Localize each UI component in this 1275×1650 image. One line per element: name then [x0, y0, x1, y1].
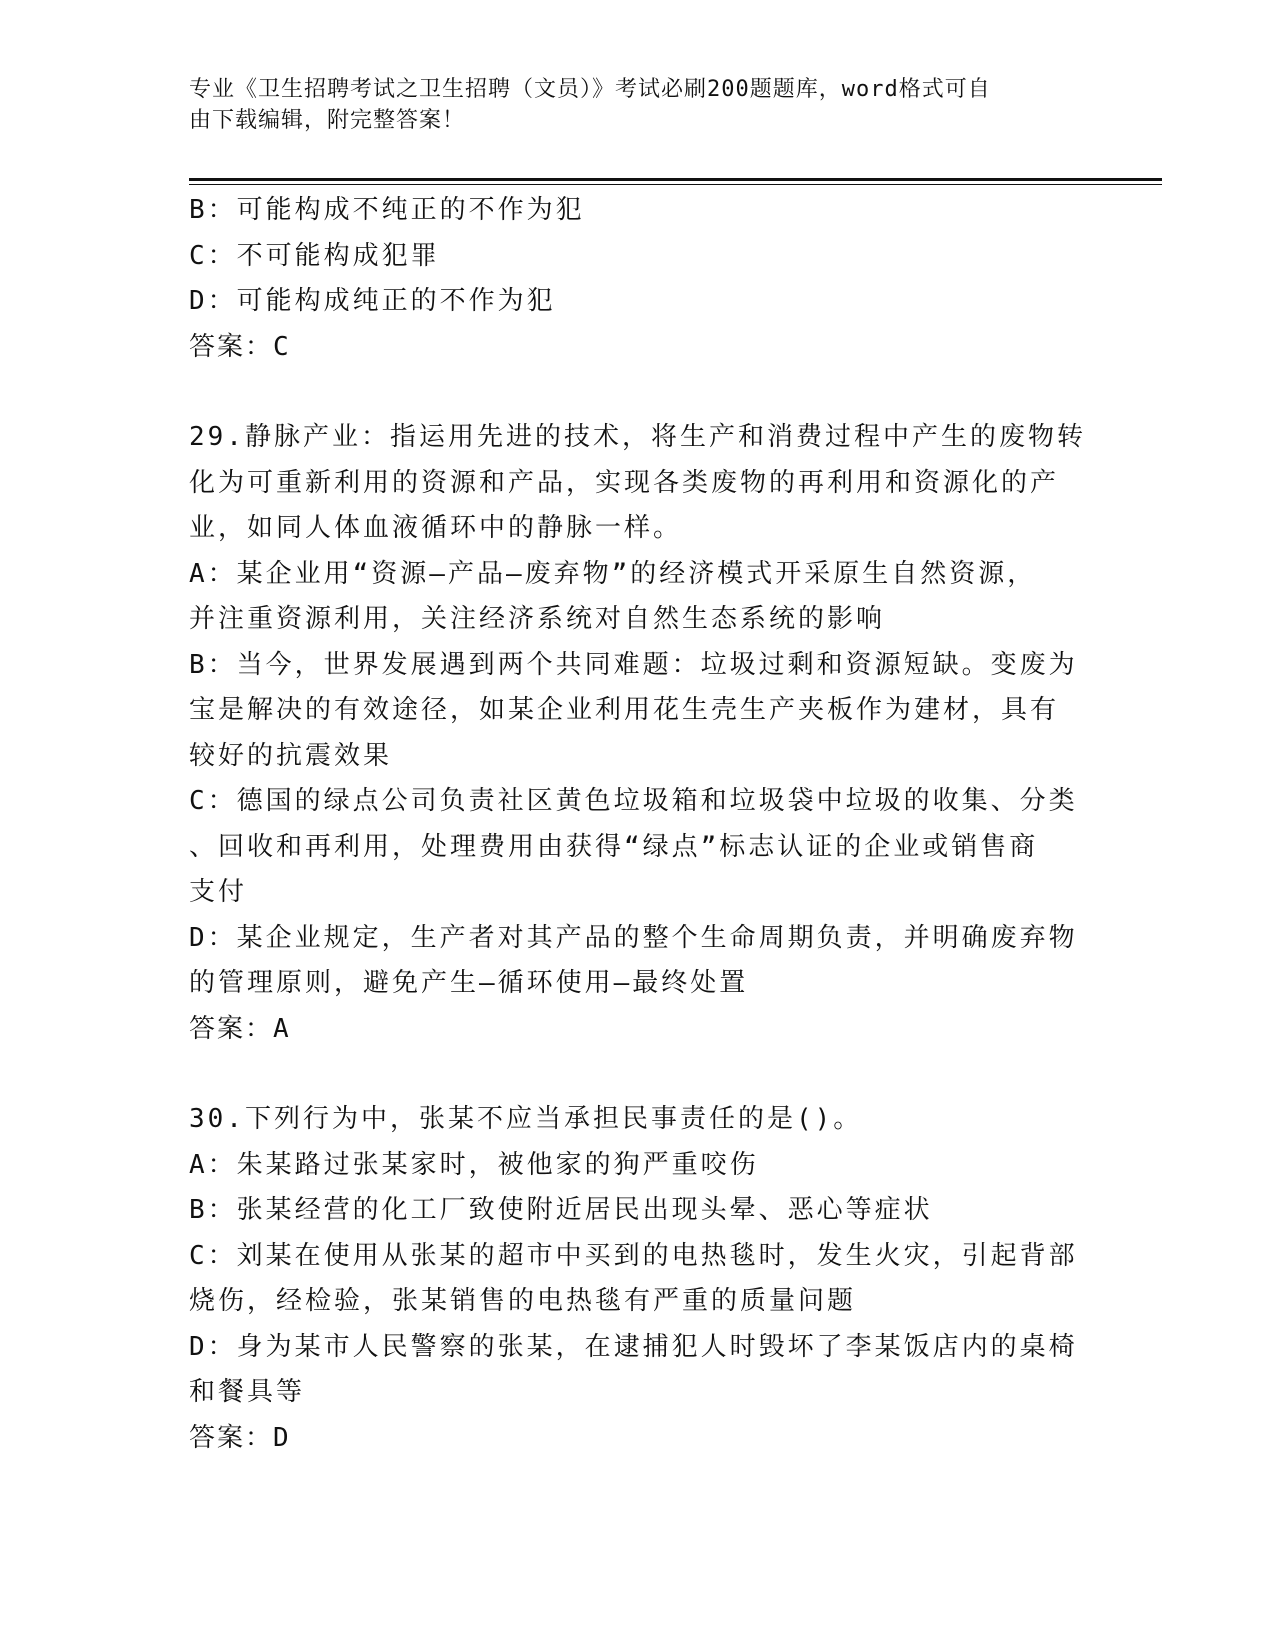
option-a-line: A：某企业用“资源—产品—废弃物”的经济模式开采原生自然资源，	[189, 558, 1037, 589]
question-29	[189, 415, 1089, 1052]
option-a-line: 并注重资源利用，关注经济系统对自然生态系统的影响	[189, 604, 886, 634]
question-stem-line: 化为可重新利用的资源和产品，实现各类废物的再利用和资源化的产	[189, 467, 1060, 498]
option-d-line: D：身为某市人民警察的张某，在逮捕犯人时毁坏了李某饭店内的桌椅	[189, 1331, 1078, 1362]
answer-line: 答案：C	[189, 331, 291, 362]
header-line-1: 专业《卫生招聘考试之卫生招聘（文员）》考试必刷200题题库，word格式可自	[189, 77, 991, 102]
question-stem-line: 30.下列行为中，张某不应当承担民事责任的是()。	[189, 1104, 863, 1134]
question-stem-line: 业，如同人体血液循环中的静脉一样。	[189, 513, 683, 543]
option-d-line: D：某企业规定，生产者对其产品的整个生命周期负责，并明确废弃物	[189, 922, 1078, 953]
answer-line: 答案：A	[189, 1013, 291, 1044]
question-stem-line: 29.静脉产业：指运用先进的技术，将生产和消费过程中产生的废物转	[189, 422, 1086, 452]
previous-question-tail	[189, 188, 1089, 370]
question-30	[189, 1097, 1089, 1461]
option-b-line: B：当今，世界发展遇到两个共同难题：垃圾过剩和资源短缺。变废为	[189, 649, 1078, 680]
option-b-line: B：张某经营的化工厂致使附近居民出现头晕、恶心等症状	[189, 1195, 933, 1225]
option-d: D：可能构成纯正的不作为犯	[189, 286, 556, 316]
question-gap	[189, 370, 1089, 415]
option-b-line: 宝是解决的有效途径，如某企业利用花生壳生产夹板作为建材，具有	[189, 695, 1060, 725]
option-c-line: 支付	[189, 877, 248, 907]
question-gap	[189, 1052, 1089, 1097]
option-d-line: 的管理原则，避免产生—循环使用—最终处置	[189, 968, 749, 998]
option-d-line: 和餐具等	[189, 1377, 306, 1407]
document-header	[189, 74, 1079, 136]
header-rule-thin	[189, 184, 1162, 185]
document-body	[189, 188, 1089, 1461]
option-c-line: C：刘某在使用从张某的超市中买到的电热毯时，发生火灾，引起背部	[189, 1240, 1078, 1271]
option-c: C：不可能构成犯罪	[189, 240, 440, 271]
option-b: B：可能构成不纯正的不作为犯	[189, 195, 585, 225]
option-b-line: 较好的抗震效果	[189, 740, 393, 771]
option-c-line: C：德国的绿点公司负责社区黄色垃圾箱和垃圾袋中垃圾的收集、分类	[189, 786, 1078, 816]
option-c-line: 、回收和再利用，处理费用由获得“绿点”标志认证的企业或销售商	[189, 831, 1039, 862]
answer-line: 答案：D	[189, 1422, 291, 1453]
option-c-line: 烧伤，经检验，张某销售的电热毯有严重的质量问题	[189, 1286, 857, 1316]
header-line-2: 由下载编辑，附完整答案！	[189, 108, 466, 133]
header-rule-thick	[189, 178, 1162, 181]
option-a-line: A：朱某路过张某家时，被他家的狗严重咬伤	[189, 1149, 759, 1180]
